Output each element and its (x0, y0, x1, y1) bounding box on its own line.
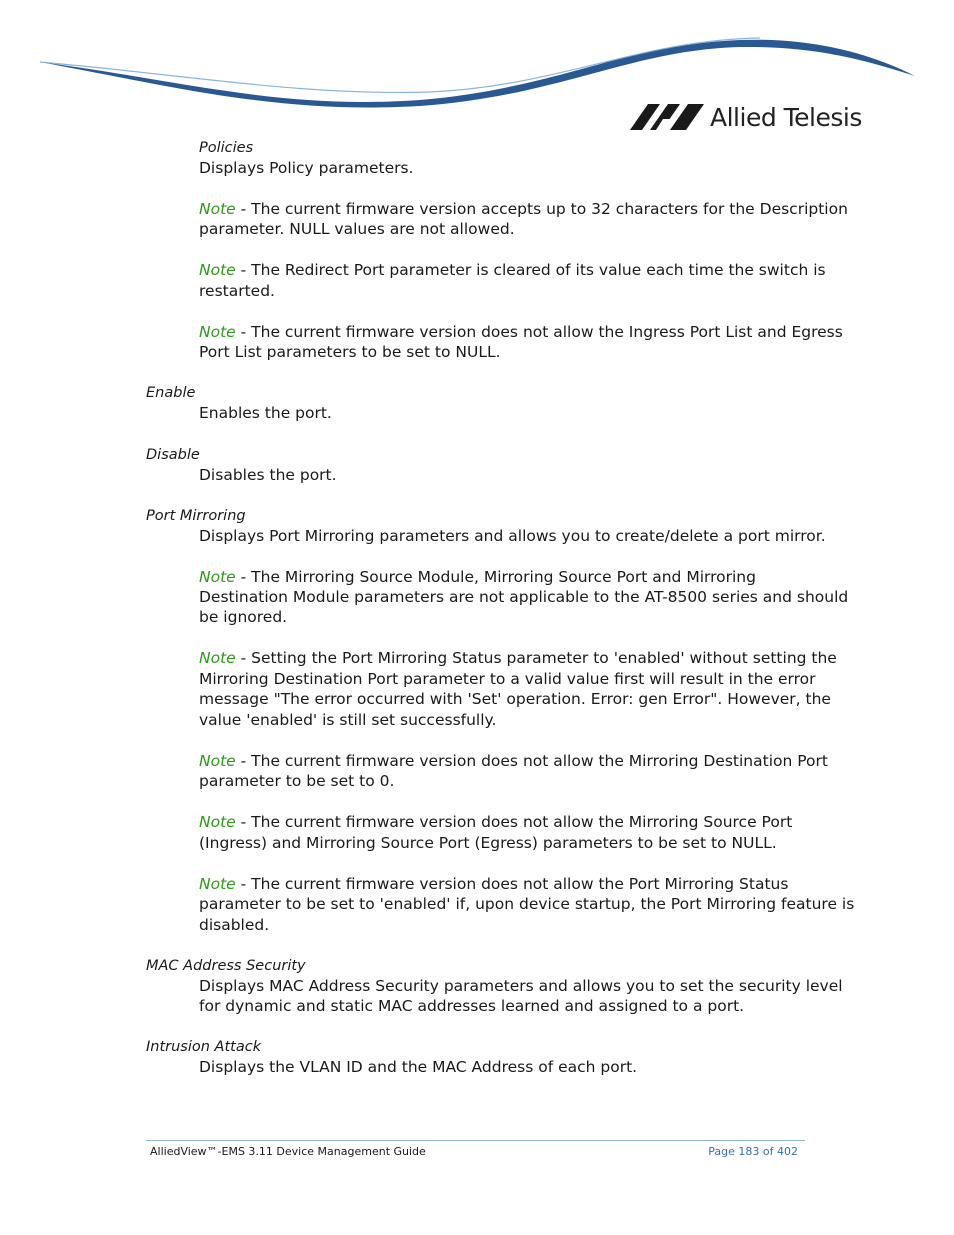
header-swoosh (0, 0, 954, 115)
allied-telesis-logo-icon (630, 104, 704, 130)
note-4 (199, 567, 756, 587)
enable-text: Enables the port. (199, 404, 332, 422)
footer-divider (146, 1140, 805, 1141)
disable-heading: Disable (146, 447, 200, 463)
note-label: Note (199, 813, 236, 831)
note-5-line-2: Mirroring Destination Port parameter to a valid value first will result in the error (199, 670, 816, 688)
logo-text: Allied Telesis (710, 102, 862, 132)
note-5 (199, 648, 837, 668)
note-1-text: - The current firmware version accepts up to 32 characters for the Description (235, 200, 848, 218)
note-label: Note (199, 649, 236, 667)
note-3 (199, 322, 843, 342)
mac-security-text-line-2: for dynamic and static MAC addresses learned and assigned to a port. (199, 997, 745, 1015)
note-6 (199, 751, 828, 771)
note-6-text: - The current firmware version does not allow the Mirroring Destination Port (235, 752, 828, 770)
note-7-text: - The current firmware version does not allow the Mirroring Source Port (235, 813, 793, 831)
note-label: Note (199, 323, 236, 341)
note-3-text: - The current firmware version does not allow the Ingress Port List and Egress (235, 323, 843, 341)
note-5-text: - Setting the Port Mirroring Status parameter to 'enabled' without setting the (235, 649, 837, 667)
note-label: Note (199, 752, 236, 770)
policies-text: Displays Policy parameters. (199, 159, 414, 177)
note-4-line-3: be ignored. (199, 608, 288, 626)
note-5-line-4: value 'enabled' is still set successfully. (199, 711, 497, 729)
note-1 (199, 199, 848, 219)
policies-heading: Policies (199, 140, 254, 156)
intrusion-attack-heading: Intrusion Attack (146, 1039, 262, 1055)
note-8 (199, 874, 788, 894)
footer-page-number: Page 183 of 402 (708, 1145, 798, 1158)
note-7-line-2: (Ingress) and Mirroring Source Port (Egress) parameters to be set to NULL. (199, 834, 777, 852)
footer-guide-title: AlliedView™-EMS 3.11 Device Management Guide (150, 1145, 426, 1158)
note-2-line-2: restarted. (199, 282, 275, 300)
note-5-line-3: message "The error occurred with 'Set' operation. Error: gen Error". However, the (199, 690, 831, 708)
note-8-text: - The current firmware version does not allow the Port Mirroring Status (235, 875, 789, 893)
note-3-line-2: Port List parameters to be set to NULL. (199, 343, 501, 361)
note-1-line-2: parameter. NULL values are not allowed. (199, 220, 515, 238)
note-2-text: - The Redirect Port parameter is cleared of its value each time the switch is (235, 261, 826, 279)
note-2 (199, 260, 826, 280)
mac-security-text: Displays MAC Address Security parameters and allows you to set the security level (199, 977, 843, 995)
note-4-text: - The Mirroring Source Module, Mirroring Source Port and Mirroring (235, 568, 756, 586)
port-mirroring-heading: Port Mirroring (146, 508, 246, 524)
note-8-line-3: disabled. (199, 916, 270, 934)
intrusion-attack-text: Displays the VLAN ID and the MAC Address of each port. (199, 1058, 638, 1076)
note-7 (199, 812, 792, 832)
enable-heading: Enable (146, 385, 196, 401)
note-4-line-2: Destination Module parameters are not applicable to the AT-8500 series and should (199, 588, 849, 606)
note-8-line-2: parameter to be set to 'enabled' if, upon device startup, the Port Mirroring feature is (199, 895, 855, 913)
note-label: Note (199, 875, 236, 893)
note-6-line-2: parameter to be set to 0. (199, 772, 395, 790)
note-label: Note (199, 261, 236, 279)
company-logo (630, 100, 865, 134)
note-label: Note (199, 200, 236, 218)
port-mirroring-text: Displays Port Mirroring parameters and allows you to create/delete a port mirror. (199, 527, 826, 545)
mac-security-heading: MAC Address Security (146, 958, 306, 974)
disable-text: Disables the port. (199, 466, 337, 484)
note-label: Note (199, 568, 236, 586)
